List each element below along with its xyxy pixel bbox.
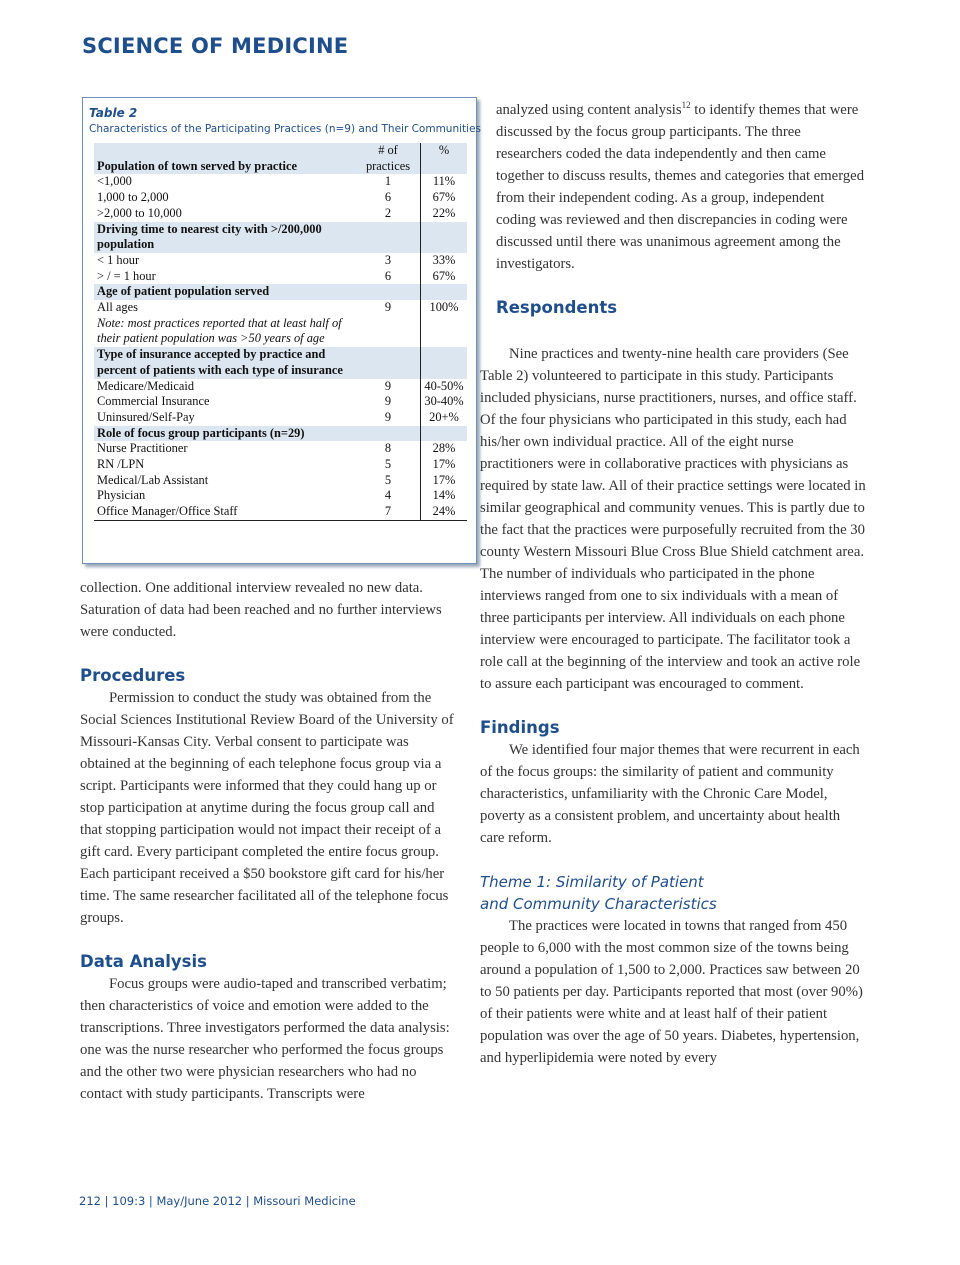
row-label: 1,000 to 2,000 [97, 190, 169, 205]
row-pct [421, 222, 468, 253]
row-count: 9 [356, 394, 421, 410]
characteristics-table [94, 143, 467, 521]
table-section-row [94, 347, 467, 378]
reference-12: 12 [681, 100, 691, 111]
row-pct: 67% [432, 190, 456, 205]
row-count [356, 347, 421, 378]
row-label: < 1 hour [97, 252, 140, 267]
row-pct: 11% [432, 174, 456, 189]
row-pct: 33% [432, 252, 456, 267]
findings-heading: Findings [480, 718, 560, 737]
row-pct: 20+% [429, 409, 459, 424]
row-count: 1 [356, 174, 421, 190]
row-label: Role of focus group participants (n=29) [94, 426, 356, 442]
row-label: RN /LPN [97, 457, 145, 472]
row-pct: 67% [432, 268, 456, 283]
row-count: 4 [356, 488, 421, 504]
findings-paragraph: We identified four major themes that were recurrent in each of the focus groups: the similarity of patient and community characteristics, unfamiliarity with the Chronic Care Model, poverty as a consistent problem, and uncertainty about health care reform. [480, 742, 860, 846]
header-count: # of practices [356, 143, 421, 174]
row-label: Medicare/Medicaid [97, 378, 195, 393]
data-analysis-heading: Data Analysis [80, 952, 207, 971]
table-row [94, 457, 467, 473]
row-count: 6 [356, 269, 421, 285]
header-label: Population of town served by practice [94, 143, 356, 174]
table-row [94, 441, 467, 457]
row-label: <1,000 [97, 174, 132, 189]
table-row [94, 473, 467, 489]
table-caption: Characteristics of the Participating Practices (n=9) and Their Communities [89, 123, 482, 135]
row-count [356, 316, 421, 347]
row-pct: 40-50% [424, 378, 464, 393]
table-row [94, 190, 467, 206]
row-pct: 14% [432, 488, 456, 503]
row-count [356, 284, 421, 300]
table-row [94, 300, 467, 316]
row-label: Office Manager/Office Staff [97, 504, 238, 519]
right-column-top [496, 99, 866, 319]
row-pct: 22% [432, 205, 456, 220]
procedures-paragraph: Permission to conduct the study was obtained from the Social Sciences Institutional Review Board of the University of Missouri-Kansas City. Verbal consent to participate was obtained at the beginning of each telephone focus group via a script. Participants were informed that they could hang up or stop participation at anytime during the focus group call and that stopping participation would not impact their receipt of a gift card. Every participant completed the entire focus group. Each participant received a $50 bookstore gift card for his/her time. The same researcher facilitated all of the telephone focus groups. [80, 690, 454, 926]
row-label: >2,000 to 10,000 [97, 205, 182, 220]
row-label: All ages [97, 300, 138, 315]
table-row [94, 488, 467, 504]
row-label: > / = 1 hour [97, 268, 156, 283]
left-column [80, 577, 455, 1105]
table-section-row [94, 426, 467, 442]
row-label: Driving time to nearest city with >/200,000 population [94, 222, 356, 253]
procedures-heading: Procedures [80, 666, 186, 685]
left-intro-paragraph: collection. One additional interview revealed no new data. Saturation of data had been reached and no further interviews were conducted. [80, 580, 442, 640]
analysis-text-end: to identify themes that were discussed by the focus group participants. The three researchers coded the data independently and then came together to discuss results, themes and categories that emerged from their independent coding. As a group, independent coding was reviewed and then discrepancies in coding were discussed until there was unanimous agreement among the investigators. [496, 102, 865, 272]
table-row [94, 410, 467, 426]
row-count: 7 [356, 504, 421, 520]
row-pct: 30-40% [424, 394, 464, 409]
theme1-paragraph: The practices were located in towns that ranged from 450 people to 6,000 with the most common size of the towns being around a population of 1,500 to 2,000. Practices saw between 20 to 50 patients per day. Participants reported that most (over 90%) of their patients were white and at least half of their patient population was over the age of 50 years. Diabetes, hypertension, and hyperlipidemia were noted by every [480, 918, 863, 1066]
journal-section-title: SCIENCE OF MEDICINE [82, 34, 349, 58]
table-note-row [94, 316, 467, 347]
row-count: 2 [356, 206, 421, 222]
table-row [94, 253, 467, 269]
table-header-row [94, 143, 467, 174]
row-label: Age of patient population served [94, 284, 356, 300]
row-label: Physician [97, 488, 146, 503]
row-label: Note: most practices reported that at least half of their patient population was >50 years of age [97, 315, 342, 346]
row-label: Type of insurance accepted by practice and percent of patients with each type of insurance [94, 347, 356, 378]
table-section-row [94, 284, 467, 300]
table-row [94, 269, 467, 285]
row-label: Commercial Insurance [97, 394, 210, 409]
row-count [356, 222, 421, 253]
theme1-heading-line1: Theme 1: Similarity of Patient [480, 873, 704, 891]
row-pct: 17% [432, 457, 456, 472]
analysis-text-start: analyzed using content analysis [496, 102, 682, 118]
table-row [94, 206, 467, 222]
theme1-heading-line2: and Community Characteristics [480, 895, 717, 913]
row-count: 6 [356, 190, 421, 206]
row-label: Nurse Practitioner [97, 441, 188, 456]
data-analysis-paragraph: Focus groups were audio-taped and transcribed verbatim; then characteristics of voice and emotion were added to the transcriptions. Three investigators performed the data analysis: one was the nurse researcher who performed the focus groups and the other two were physician researchers who had no contact with study participants. Transcripts were [80, 976, 450, 1102]
row-count [356, 426, 421, 442]
row-count: 3 [356, 253, 421, 269]
row-pct [421, 284, 468, 300]
row-count: 9 [356, 410, 421, 426]
row-pct [421, 347, 468, 378]
row-label: Medical/Lab Assistant [97, 472, 209, 487]
row-pct: 100% [429, 300, 459, 315]
respondents-heading: Respondents [496, 298, 618, 317]
row-pct: 17% [432, 472, 456, 487]
table-section-row [94, 222, 467, 253]
table-row [94, 379, 467, 395]
respondents-paragraph: Nine practices and twenty-nine health care providers (See Table 2) volunteered to participate in this study. Participants included physicians, nurse practitioners, nurses, and office staff. Of the four physicians who participated in this study, each had his/her own individual practice. All of the eight nurse practitioners were in collaborative practices with physicians as required by state law. All of their practice settings were located in similar geographical and community venues. This is partly due to the fact that the practices were purposefully recruited from the 30 county Western Missouri Blue Cross Blue Shield catchment area. The number of individuals who participated in the phone interviews ranged from one to six individuals with a mean of three participants per interview. All individuals on each phone interview were encouraged to participate. The facilitator took a role call at the beginning of the interview and took an active role to assure each participant was encouraged to comment. [480, 346, 866, 692]
row-pct: 24% [432, 504, 456, 519]
row-pct: 28% [432, 441, 456, 456]
table-row [94, 394, 467, 410]
table-row [94, 504, 467, 520]
right-column-bottom [480, 343, 866, 1069]
table-row [94, 174, 467, 190]
analysis-continuation-paragraph [496, 99, 866, 275]
table-label: Table 2 [89, 106, 138, 120]
page-footer: 212 | 109:3 | May/June 2012 | Missouri Medicine [79, 1194, 356, 1208]
row-count: 5 [356, 457, 421, 473]
row-count: 9 [356, 379, 421, 395]
row-count: 9 [356, 300, 421, 316]
row-pct [421, 426, 468, 442]
row-count: 8 [356, 441, 421, 457]
row-pct [421, 316, 468, 347]
table-2 [82, 97, 482, 564]
row-count: 5 [356, 473, 421, 489]
row-label: Uninsured/Self-Pay [97, 409, 195, 424]
header-pct: % [421, 143, 468, 174]
